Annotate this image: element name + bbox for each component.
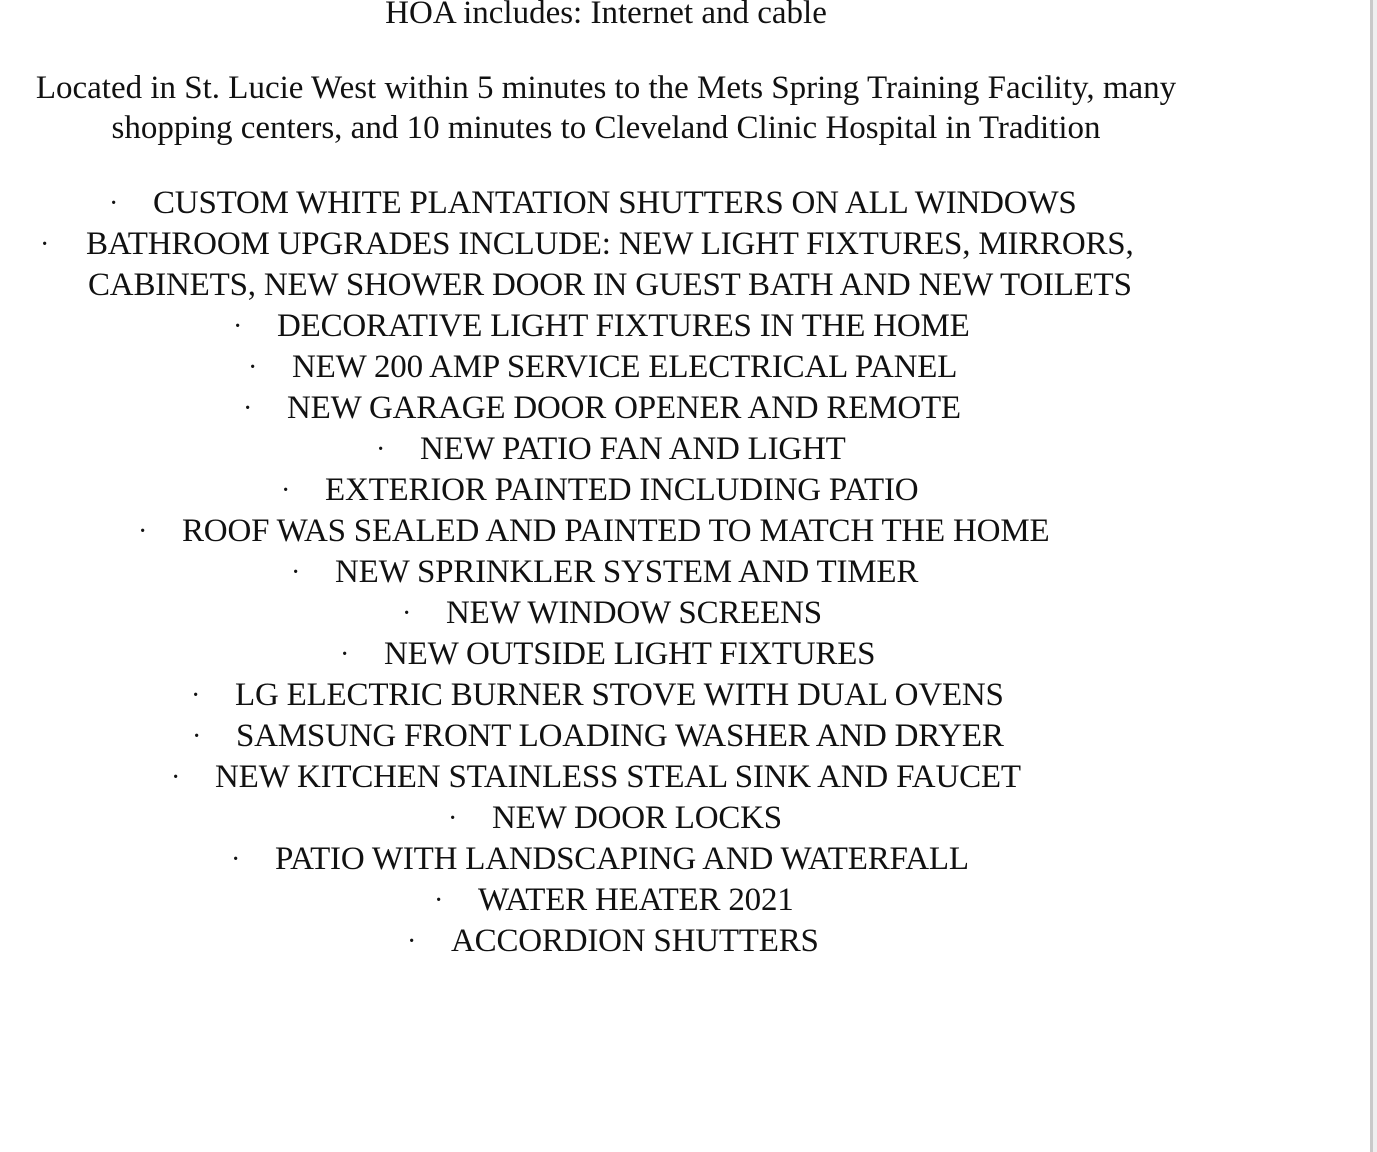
feature-text: NEW DOOR LOCKS bbox=[492, 800, 782, 836]
feature-item bbox=[407, 921, 819, 962]
feature-item bbox=[340, 634, 876, 675]
bullet-dot: · bbox=[231, 844, 241, 875]
feature-text: EXTERIOR PAINTED INCLUDING PATIO bbox=[325, 472, 919, 508]
feature-text: BATHROOM UPGRADES INCLUDE: NEW LIGHT FIXTURES, MIRRORS, bbox=[86, 226, 1134, 262]
feature-item bbox=[231, 839, 969, 880]
page-edge-shadow bbox=[1373, 0, 1377, 1152]
feature-text: NEW WINDOW SCREENS bbox=[446, 595, 822, 631]
bullet-dot: · bbox=[109, 188, 119, 219]
bullet-dot: · bbox=[248, 352, 258, 383]
bullet-dot: · bbox=[138, 516, 148, 547]
feature-text: NEW OUTSIDE LIGHT FIXTURES bbox=[384, 636, 876, 672]
feature-text: LG ELECTRIC BURNER STOVE WITH DUAL OVENS bbox=[235, 677, 1004, 713]
feature-text: NEW KITCHEN STAINLESS STEAL SINK AND FAUCET bbox=[215, 759, 1021, 795]
bullet-dot: · bbox=[40, 229, 50, 260]
bullet-dot: · bbox=[171, 762, 181, 793]
location-line-1: Located in St. Lucie West within 5 minutes to the Mets Spring Training Facility, many bbox=[35, 70, 1177, 106]
feature-item bbox=[40, 224, 1134, 265]
bullet-dot: · bbox=[434, 885, 444, 916]
feature-item bbox=[243, 388, 961, 429]
bullet-dot: · bbox=[407, 926, 417, 957]
hoa-includes-line: HOA includes: Internet and cable bbox=[385, 0, 827, 31]
bullet-dot: · bbox=[402, 598, 412, 629]
feature-text: CUSTOM WHITE PLANTATION SHUTTERS ON ALL WINDOWS bbox=[153, 185, 1077, 221]
feature-item bbox=[376, 429, 846, 470]
feature-text: PATIO WITH LANDSCAPING AND WATERFALL bbox=[275, 841, 969, 877]
feature-text: DECORATIVE LIGHT FIXTURES IN THE HOME bbox=[277, 308, 970, 344]
location-line-2: shopping centers, and 10 minutes to Cleveland Clinic Hospital in Tradition bbox=[111, 110, 1101, 146]
bullet-dot: · bbox=[340, 639, 350, 670]
feature-text: ACCORDION SHUTTERS bbox=[451, 923, 819, 959]
feature-text: SAMSUNG FRONT LOADING WASHER AND DRYER bbox=[236, 718, 1004, 754]
location-paragraph bbox=[0, 68, 1212, 148]
feature-text: NEW 200 AMP SERVICE ELECTRICAL PANEL bbox=[292, 349, 958, 385]
feature-item bbox=[191, 675, 1004, 716]
feature-text: NEW SPRINKLER SYSTEM AND TIMER bbox=[335, 554, 919, 590]
feature-item bbox=[291, 552, 919, 593]
feature-item bbox=[109, 183, 1077, 224]
bullet-dot: · bbox=[191, 680, 201, 711]
feature-item bbox=[281, 470, 919, 511]
bullet-dot: · bbox=[448, 803, 458, 834]
bullet-dot: · bbox=[192, 721, 202, 752]
feature-text: NEW PATIO FAN AND LIGHT bbox=[420, 431, 846, 467]
bullet-dot: · bbox=[243, 393, 253, 424]
feature-item-continuation bbox=[88, 265, 1132, 306]
feature-text: NEW GARAGE DOOR OPENER AND REMOTE bbox=[287, 390, 961, 426]
feature-text: WATER HEATER 2021 bbox=[478, 882, 794, 918]
feature-item bbox=[248, 347, 958, 388]
bullet-dot: · bbox=[233, 311, 243, 342]
bullet-dot: · bbox=[376, 434, 386, 465]
feature-text: CABINETS, NEW SHOWER DOOR IN GUEST BATH AND NEW TOILETS bbox=[88, 267, 1132, 303]
bullet-dot: · bbox=[291, 557, 301, 588]
feature-text: ROOF WAS SEALED AND PAINTED TO MATCH THE HOME bbox=[182, 513, 1050, 549]
feature-item bbox=[171, 757, 1021, 798]
feature-item bbox=[402, 593, 822, 634]
feature-item bbox=[192, 716, 1004, 757]
feature-item bbox=[434, 880, 794, 921]
feature-item bbox=[233, 306, 970, 347]
feature-item bbox=[138, 511, 1050, 552]
feature-item bbox=[448, 798, 782, 839]
bullet-dot: · bbox=[281, 475, 291, 506]
